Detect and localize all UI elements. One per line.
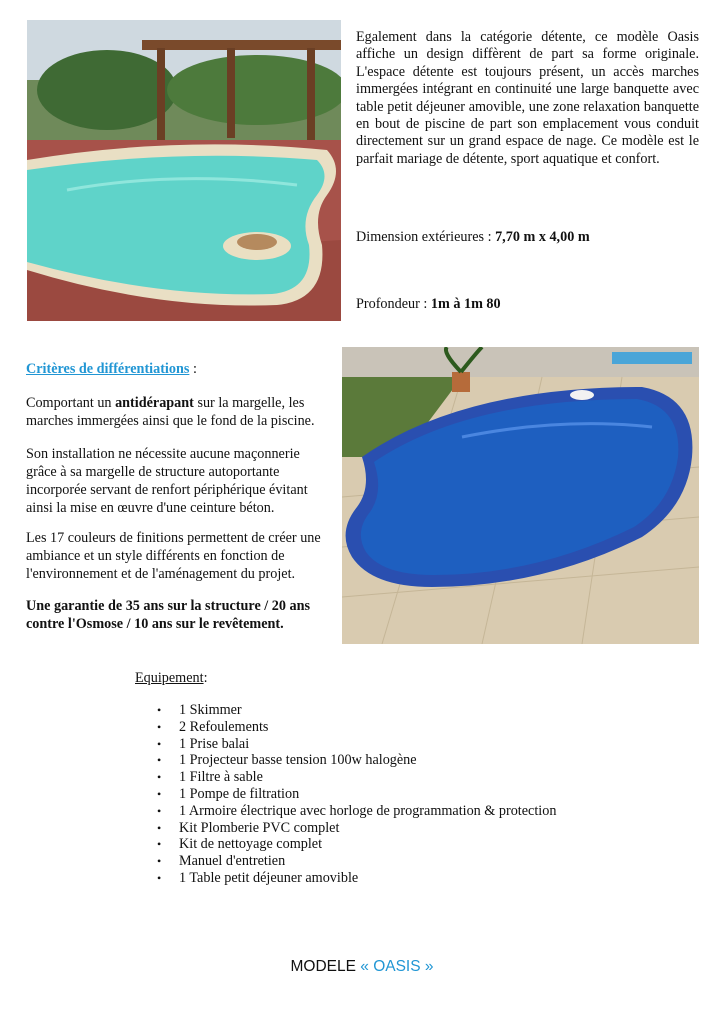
bullet-icon: • — [157, 870, 162, 885]
list-item — [155, 719, 556, 736]
criteria-paragraph-warranty: Une garantie de 35 ans sur la structure / 20 ans contre l'Osmose / 10 ans sur le revêtement. — [26, 598, 311, 632]
list-item — [155, 853, 556, 870]
bullet-icon: • — [157, 854, 162, 869]
bullet-icon: • — [157, 719, 162, 734]
list-item — [155, 702, 556, 719]
equipment-item: 1 Table petit déjeuner amovible — [179, 869, 359, 886]
bullet-icon: • — [157, 803, 162, 818]
list-item — [155, 803, 556, 820]
list-item — [155, 769, 556, 786]
equipment-item: Kit de nettoyage complet — [179, 836, 323, 853]
dimension-value: 7,70 m x 4,00 m — [495, 229, 590, 245]
equipment-heading — [135, 670, 208, 687]
intro-paragraph: Egalement dans la catégorie détente, ce modèle Oasis affiche un design diffèrent de part sa forme originale. L'espace détente est toujours présent, un accès marches immergées intégrant en continuité une large banquette avec table petit déjeuner amovible, une zone relaxation banquette en bout de piscine de part son emplacement vous conduit directement sur un grand espace de nage. Ce modèle est le parfait mariage de détente, sport aquatique et confort. — [356, 29, 699, 167]
depth-value: 1m à 1m 80 — [430, 296, 501, 312]
equipment-heading-text: Equipement — [135, 670, 204, 686]
depth-line — [356, 296, 699, 313]
criteria-heading-link[interactable]: Critères de différentiations — [26, 361, 190, 377]
bullet-icon: • — [157, 770, 162, 785]
list-item — [155, 836, 556, 853]
equipment-item: Kit Plomberie PVC complet — [179, 819, 340, 836]
equipment-heading-suffix: : — [203, 670, 208, 686]
footer-prefix: MODELE — [290, 958, 361, 975]
pool-photo-top — [27, 20, 341, 321]
equipment-item: 1 Pompe de filtration — [179, 785, 300, 802]
equipment-item: 1 Filtre à sable — [179, 769, 263, 786]
list-item — [155, 870, 556, 887]
list-item — [155, 786, 556, 803]
p1-bold: antidérapant — [115, 395, 194, 411]
depth-label: Profondeur : — [356, 296, 431, 312]
equipment-item: 1 Armoire électrique avec horloge de programmation & protection — [179, 802, 557, 819]
equipment-item: 1 Prise balai — [179, 735, 250, 752]
criteria-paragraph-antislip — [26, 394, 331, 430]
list-item — [155, 752, 556, 769]
criteria-paragraph-installation: Son installation ne nécessite aucune maçonnerie grâce à sa margelle de structure autoportante incorporée servant de renfort périphérique évitant ainsi la mise en œuvre d'une ceinture béton. — [26, 446, 308, 516]
bullet-icon: • — [157, 786, 162, 801]
footer-model-name: « OASIS » — [360, 958, 434, 975]
equipment-item: Manuel d'entretien — [179, 853, 286, 870]
p1-before: Comportant un — [26, 395, 116, 411]
bullet-icon: • — [157, 703, 162, 717]
criteria-heading — [26, 361, 197, 378]
bullet-icon: • — [157, 736, 162, 751]
bullet-icon: • — [157, 837, 162, 852]
criteria-paragraph-colors: Les 17 couleurs de finitions permettent de créer une ambiance et un style différents en fonction de l'environnement et de l'aménagement du projet. — [26, 530, 321, 582]
dimension-line — [356, 229, 699, 246]
pool-photo-middle — [342, 347, 699, 644]
criteria-heading-suffix: : — [189, 361, 197, 377]
footer-model-title — [0, 958, 724, 976]
list-item — [155, 820, 556, 837]
equipment-item: 1 Projecteur basse tension 100w halogène — [179, 752, 417, 769]
equipment-item: 1 Skimmer — [179, 702, 242, 718]
pool-photo-oasis-blue-icon — [342, 347, 699, 644]
dimension-label: Dimension extérieures : — [356, 229, 496, 245]
equipment-item: 2 Refoulements — [179, 718, 269, 735]
bullet-icon: • — [157, 753, 162, 768]
list-item — [155, 736, 556, 753]
bullet-icon: • — [157, 820, 162, 835]
pool-photo-oasis-sand-icon — [27, 20, 341, 321]
p1-after: sur la margelle, les marches immergées ainsi que le fond de la piscine. — [26, 395, 315, 429]
equipment-list — [155, 702, 556, 887]
